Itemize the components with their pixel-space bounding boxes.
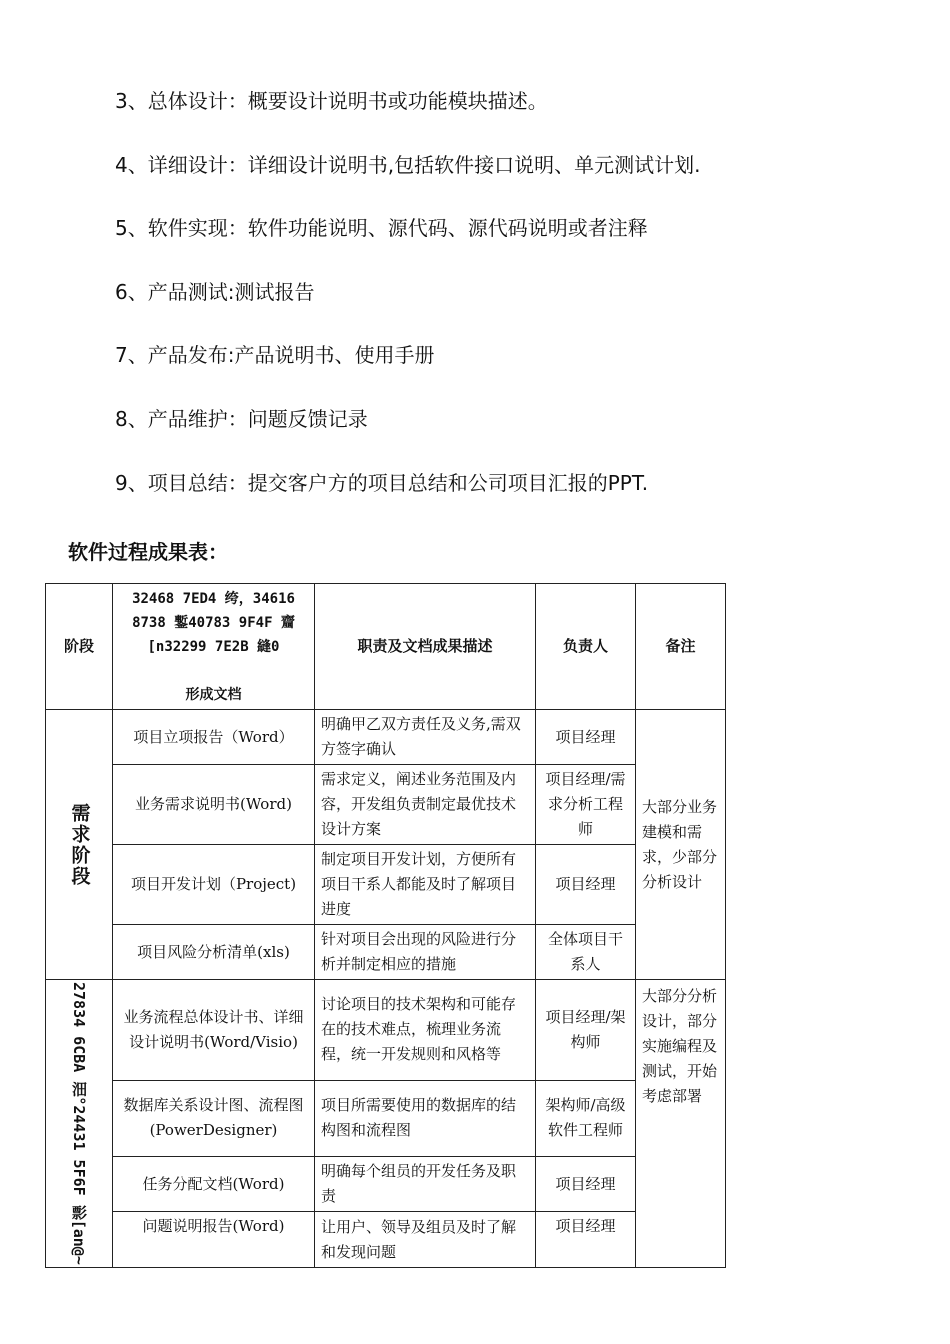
list-item: 6、产品测试:测试报告 <box>115 280 315 304</box>
stage-cell <box>46 710 113 980</box>
doc-cell: 数据库关系设计图、流程图(PowerDesigner) <box>113 1080 315 1156</box>
note-cell: 大部分分析设计，部分实施编程及测试，开始考虑部署 <box>636 980 726 1268</box>
table-row <box>46 710 726 765</box>
desc-cell: 项目所需要使用的数据库的结构图和流程图 <box>315 1080 536 1156</box>
table-row <box>46 1212 726 1267</box>
process-results-table <box>45 583 726 1268</box>
table-row <box>46 1157 726 1212</box>
stage-label: 需求阶段 <box>68 802 91 887</box>
desc-cell: 明确甲乙双方责任及义务,需双方签字确认 <box>315 710 536 765</box>
stage-label: 27834 6CBA 沺°24431 5F6F 彯[an@~ <box>70 982 88 1265</box>
desc-cell: 讨论项目的技术架构和可能存在的技术难点，梳理业务流程，统一开发规则和风格等 <box>315 980 536 1081</box>
owner-cell: 项目经理 <box>536 1212 636 1267</box>
list-item: 4、详细设计：详细设计说明书,包括软件接口说明、单元测试计划. <box>115 153 701 177</box>
header-owner: 负责人 <box>536 584 636 710</box>
table-row <box>46 765 726 845</box>
header-stage: 阶段 <box>46 584 113 710</box>
desc-cell: 明确每个组员的开发任务及职责 <box>315 1157 536 1212</box>
list-item: 7、产品发布:产品说明书、使用手册 <box>115 343 435 367</box>
section-title: 软件过程成果表： <box>68 540 228 564</box>
header-doc-code: 32468 7ED4 绔，34616 8738 鏨40783 9F4F 齏[n32299 7E2B 縫0 <box>132 590 295 655</box>
doc-cell: 项目立项报告（Word） <box>113 710 315 765</box>
owner-cell: 全体项目干系人 <box>536 925 636 980</box>
doc-cell: 项目风险分析清单(xls) <box>113 925 315 980</box>
list-item: 9、项目总结：提交客户方的项目总结和公司项目汇报的PPT. <box>115 471 649 495</box>
list-item: 3、总体设计：概要设计说明书或功能模块描述。 <box>115 89 548 113</box>
list-item: 8、产品维护：问题反馈记录 <box>115 407 368 431</box>
desc-cell: 针对项目会出现的风险进行分析并制定相应的措施 <box>315 925 536 980</box>
table-row <box>46 980 726 1081</box>
doc-cell: 业务流程总体设计书、详细设计说明书(Word/Visio) <box>113 980 315 1081</box>
table-row <box>46 925 726 980</box>
desc-cell: 制定项目开发计划，方便所有项目干系人都能及时了解项目进度 <box>315 845 536 925</box>
table-row <box>46 1080 726 1156</box>
note-cell: 大部分业务建模和需求，少部分分析设计 <box>636 710 726 980</box>
doc-cell: 问题说明报告(Word) <box>113 1212 315 1267</box>
header-desc: 职责及文档成果描述 <box>315 584 536 710</box>
doc-cell: 任务分配文档(Word) <box>113 1157 315 1212</box>
header-note: 备注 <box>636 584 726 710</box>
owner-cell: 项目经理/架构师 <box>536 980 636 1081</box>
stage-cell <box>46 980 113 1268</box>
desc-cell: 需求定义，阐述业务范围及内容，开发组负责制定最优技术设计方案 <box>315 765 536 845</box>
header-doc-label: 形成文档 <box>185 686 242 703</box>
owner-cell: 项目经理 <box>536 1157 636 1212</box>
doc-cell: 业务需求说明书(Word) <box>113 765 315 845</box>
owner-cell: 项目经理 <box>536 710 636 765</box>
owner-cell: 项目经理 <box>536 845 636 925</box>
owner-cell: 架构师/高级软件工程师 <box>536 1080 636 1156</box>
desc-cell: 让用户、领导及组员及时了解和发现问题 <box>315 1212 536 1267</box>
header-doc <box>113 584 315 710</box>
owner-cell: 项目经理/需求分析工程师 <box>536 765 636 845</box>
table-row <box>46 845 726 925</box>
doc-cell: 项目开发计划（Project) <box>113 845 315 925</box>
table-header-row <box>46 584 726 710</box>
list-item: 5、软件实现：软件功能说明、源代码、源代码说明或者注释 <box>115 216 648 240</box>
